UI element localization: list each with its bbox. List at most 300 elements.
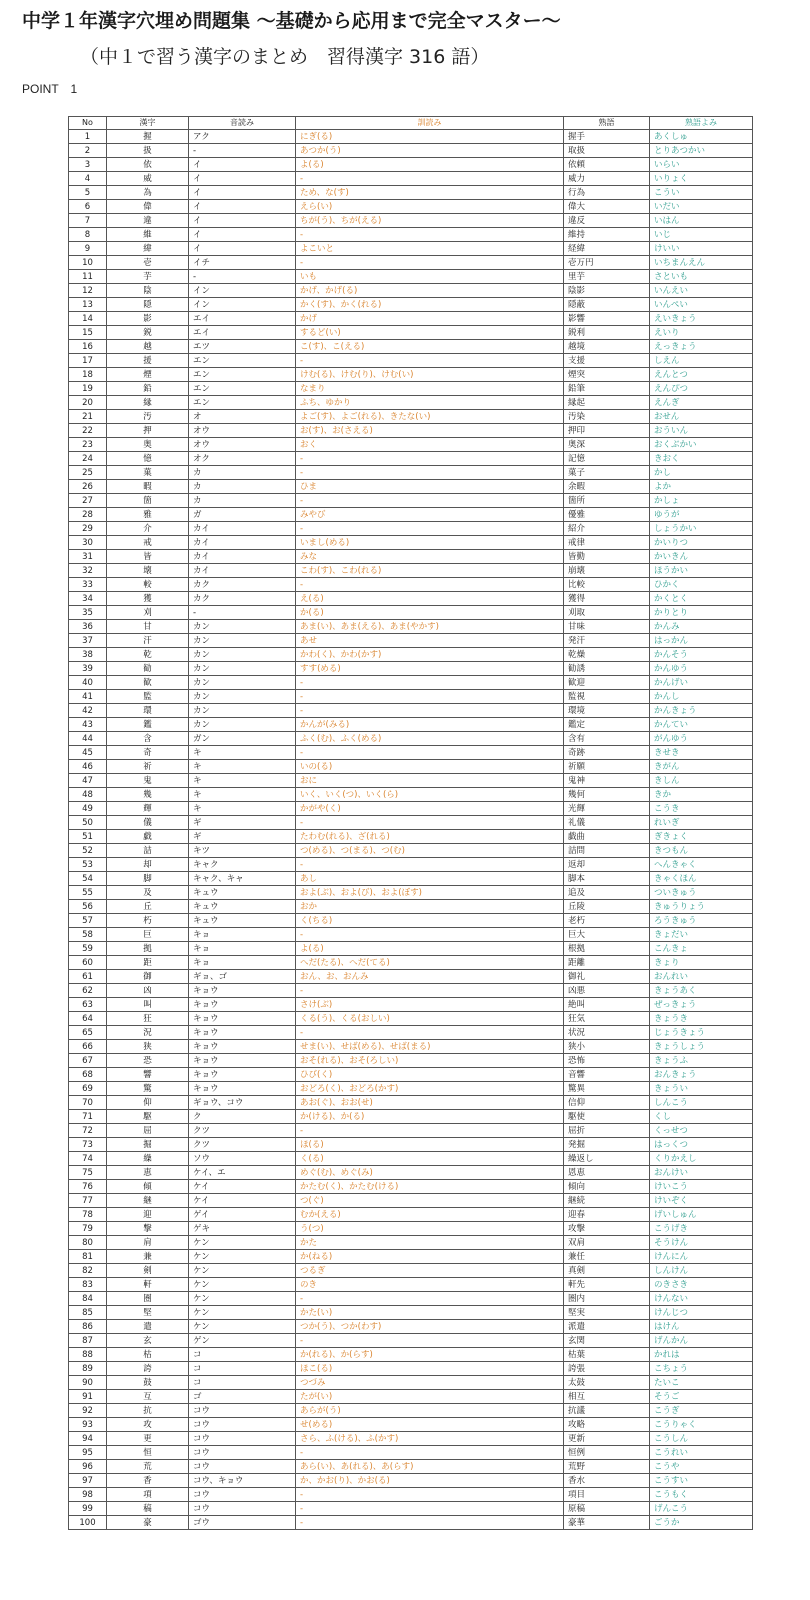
cell-jukugo-yomi: そうけん — [650, 1236, 753, 1250]
cell-onyomi: イン — [189, 298, 296, 312]
cell-jukugo-yomi: きょうふ — [650, 1054, 753, 1068]
cell-kanji: 互 — [107, 1390, 189, 1404]
cell-jukugo-yomi: いちまんえん — [650, 256, 753, 270]
cell-kunyomi: へだ(たる)、へだ(てる) — [296, 956, 564, 970]
cell-kunyomi: - — [296, 928, 564, 942]
cell-kanji: 輝 — [107, 802, 189, 816]
cell-kanji: 恒 — [107, 1446, 189, 1460]
point-label: POINT 1 — [22, 82, 78, 96]
cell-kunyomi: あらが(う) — [296, 1404, 564, 1418]
cell-kunyomi: かがや(く) — [296, 802, 564, 816]
cell-kunyomi: ひび(く) — [296, 1068, 564, 1082]
cell-kunyomi: めぐ(む)、めぐ(み) — [296, 1166, 564, 1180]
table-row — [69, 816, 753, 830]
cell-no: 25 — [69, 466, 107, 480]
cell-kanji: 詰 — [107, 844, 189, 858]
cell-kunyomi: - — [296, 522, 564, 536]
cell-kunyomi: さら、ふ(ける)、ふ(かす) — [296, 1432, 564, 1446]
cell-jukugo: 迎春 — [564, 1208, 650, 1222]
cell-no: 96 — [69, 1460, 107, 1474]
cell-jukugo: 汚染 — [564, 410, 650, 424]
cell-jukugo: 丘陵 — [564, 900, 650, 914]
cell-kanji: 威 — [107, 172, 189, 186]
cell-jukugo-yomi: こうしん — [650, 1432, 753, 1446]
cell-kanji: 驚 — [107, 1082, 189, 1096]
cell-jukugo-yomi: こうれい — [650, 1446, 753, 1460]
cell-kanji: 汚 — [107, 410, 189, 424]
cell-onyomi: キョウ — [189, 1068, 296, 1082]
cell-no: 76 — [69, 1180, 107, 1194]
cell-kunyomi: かた — [296, 1236, 564, 1250]
cell-jukugo: 隠蔽 — [564, 298, 650, 312]
table-row — [69, 214, 753, 228]
header-kanji: 漢字 — [107, 117, 189, 130]
cell-kanji: 儀 — [107, 816, 189, 830]
cell-jukugo-yomi: いだい — [650, 200, 753, 214]
cell-no: 18 — [69, 368, 107, 382]
cell-kanji: 雅 — [107, 508, 189, 522]
cell-kunyomi: たわむ(れる)、ざ(れる) — [296, 830, 564, 844]
cell-jukugo: 威力 — [564, 172, 650, 186]
header-jukugo-yomi: 熟語よみ — [650, 117, 753, 130]
table-row — [69, 1110, 753, 1124]
table-row — [69, 1152, 753, 1166]
table-row — [69, 1194, 753, 1208]
cell-onyomi: - — [189, 144, 296, 158]
cell-jukugo: 鬼神 — [564, 774, 650, 788]
cell-jukugo-yomi: こんきょ — [650, 942, 753, 956]
cell-jukugo-yomi: のきさき — [650, 1278, 753, 1292]
cell-jukugo: 優雅 — [564, 508, 650, 522]
cell-kunyomi: いも — [296, 270, 564, 284]
table-row — [69, 1278, 753, 1292]
cell-no: 83 — [69, 1278, 107, 1292]
cell-kanji: 芋 — [107, 270, 189, 284]
cell-jukugo: 状況 — [564, 1026, 650, 1040]
table-row — [69, 732, 753, 746]
cell-onyomi: キツ — [189, 844, 296, 858]
cell-kunyomi: つ(める)、つ(まる)、つ(む) — [296, 844, 564, 858]
cell-kunyomi: すす(める) — [296, 662, 564, 676]
cell-jukugo: 老朽 — [564, 914, 650, 928]
cell-kanji: 壊 — [107, 564, 189, 578]
cell-kanji: 稿 — [107, 1502, 189, 1516]
cell-no: 97 — [69, 1474, 107, 1488]
cell-kunyomi: - — [296, 816, 564, 830]
cell-kunyomi: - — [296, 858, 564, 872]
cell-jukugo: 経緯 — [564, 242, 650, 256]
cell-jukugo: 攻略 — [564, 1418, 650, 1432]
cell-onyomi: キョウ — [189, 1012, 296, 1026]
cell-jukugo: 枯葉 — [564, 1348, 650, 1362]
cell-onyomi: ケイ — [189, 1180, 296, 1194]
cell-no: 20 — [69, 396, 107, 410]
cell-kunyomi: - — [296, 984, 564, 998]
cell-jukugo: 刈取 — [564, 606, 650, 620]
cell-jukugo: 勧誘 — [564, 662, 650, 676]
cell-jukugo-yomi: きょり — [650, 956, 753, 970]
cell-jukugo-yomi: えっきょう — [650, 340, 753, 354]
cell-jukugo-yomi: かんきょう — [650, 704, 753, 718]
cell-no: 98 — [69, 1488, 107, 1502]
cell-kanji: 狭 — [107, 1040, 189, 1054]
cell-onyomi: ケイ、エ — [189, 1166, 296, 1180]
cell-jukugo-yomi: きょうしょう — [650, 1040, 753, 1054]
cell-kanji: 丘 — [107, 900, 189, 914]
cell-kanji: 枯 — [107, 1348, 189, 1362]
cell-jukugo: 堅実 — [564, 1306, 650, 1320]
cell-jukugo-yomi: へんきゃく — [650, 858, 753, 872]
cell-onyomi: ギ — [189, 816, 296, 830]
cell-onyomi: キュウ — [189, 886, 296, 900]
cell-kanji: 箇 — [107, 494, 189, 508]
cell-no: 60 — [69, 956, 107, 970]
cell-jukugo-yomi: けいこう — [650, 1180, 753, 1194]
cell-no: 3 — [69, 158, 107, 172]
cell-jukugo-yomi: かし — [650, 466, 753, 480]
cell-kunyomi: こわ(す)、こわ(れる) — [296, 564, 564, 578]
cell-no: 62 — [69, 984, 107, 998]
cell-kunyomi: おそ(れる)、おそ(ろしい) — [296, 1054, 564, 1068]
cell-jukugo: 影響 — [564, 312, 650, 326]
table-row — [69, 1040, 753, 1054]
cell-no: 46 — [69, 760, 107, 774]
cell-kanji: 刈 — [107, 606, 189, 620]
cell-onyomi: ガ — [189, 508, 296, 522]
table-row — [69, 900, 753, 914]
table-row — [69, 466, 753, 480]
cell-kanji: 歓 — [107, 676, 189, 690]
cell-onyomi: オ — [189, 410, 296, 424]
table-row — [69, 1306, 753, 1320]
cell-onyomi: カイ — [189, 536, 296, 550]
cell-kunyomi: かたむ(く)、かたむ(ける) — [296, 1180, 564, 1194]
cell-jukugo-yomi: そうご — [650, 1390, 753, 1404]
cell-no: 1 — [69, 130, 107, 144]
cell-onyomi: キョウ — [189, 1082, 296, 1096]
table-row — [69, 1432, 753, 1446]
cell-jukugo-yomi: こうすい — [650, 1474, 753, 1488]
cell-onyomi: イ — [189, 158, 296, 172]
cell-kanji: 維 — [107, 228, 189, 242]
table-row — [69, 312, 753, 326]
cell-jukugo-yomi: しんこう — [650, 1096, 753, 1110]
cell-kunyomi: - — [296, 1446, 564, 1460]
cell-no: 93 — [69, 1418, 107, 1432]
cell-onyomi: エツ — [189, 340, 296, 354]
table-row — [69, 438, 753, 452]
cell-no: 49 — [69, 802, 107, 816]
table-row — [69, 844, 753, 858]
cell-kanji: 戒 — [107, 536, 189, 550]
cell-onyomi: エイ — [189, 326, 296, 340]
cell-kanji: 屈 — [107, 1124, 189, 1138]
cell-jukugo-yomi: けんにん — [650, 1250, 753, 1264]
cell-jukugo-yomi: かしょ — [650, 494, 753, 508]
cell-kunyomi: か(ける)、か(る) — [296, 1110, 564, 1124]
cell-jukugo-yomi: こうき — [650, 802, 753, 816]
cell-no: 34 — [69, 592, 107, 606]
cell-kanji: 仰 — [107, 1096, 189, 1110]
cell-onyomi: コウ — [189, 1432, 296, 1446]
cell-onyomi: - — [189, 270, 296, 284]
cell-kunyomi: - — [296, 354, 564, 368]
cell-kunyomi: あせ — [296, 634, 564, 648]
cell-no: 51 — [69, 830, 107, 844]
cell-jukugo-yomi: ぎきょく — [650, 830, 753, 844]
cell-kanji: 含 — [107, 732, 189, 746]
table-row — [69, 1068, 753, 1082]
cell-kanji: 煙 — [107, 368, 189, 382]
cell-jukugo: 更新 — [564, 1432, 650, 1446]
cell-kanji: 誇 — [107, 1362, 189, 1376]
cell-onyomi: カン — [189, 634, 296, 648]
cell-jukugo-yomi: いんぺい — [650, 298, 753, 312]
cell-jukugo-yomi: かんそう — [650, 648, 753, 662]
cell-kanji: 項 — [107, 1488, 189, 1502]
cell-jukugo: 押印 — [564, 424, 650, 438]
cell-kanji: 凶 — [107, 984, 189, 998]
cell-jukugo: 驚異 — [564, 1082, 650, 1096]
cell-jukugo: 兼任 — [564, 1250, 650, 1264]
cell-kunyomi: むか(える) — [296, 1208, 564, 1222]
cell-jukugo: 違反 — [564, 214, 650, 228]
table-row — [69, 172, 753, 186]
cell-jukugo-yomi: けいぞく — [650, 1194, 753, 1208]
table-row — [69, 340, 753, 354]
cell-jukugo-yomi: きか — [650, 788, 753, 802]
cell-jukugo-yomi: げいしゅん — [650, 1208, 753, 1222]
cell-jukugo-yomi: えんぴつ — [650, 382, 753, 396]
cell-kanji: 更 — [107, 1432, 189, 1446]
cell-no: 38 — [69, 648, 107, 662]
cell-kunyomi: - — [296, 1516, 564, 1530]
cell-jukugo-yomi: くし — [650, 1110, 753, 1124]
cell-onyomi: コウ — [189, 1502, 296, 1516]
cell-kunyomi: - — [296, 172, 564, 186]
cell-no: 73 — [69, 1138, 107, 1152]
cell-jukugo-yomi: しょうかい — [650, 522, 753, 536]
table-row — [69, 1138, 753, 1152]
cell-jukugo-yomi: けいい — [650, 242, 753, 256]
table-row — [69, 760, 753, 774]
cell-kunyomi: ひま — [296, 480, 564, 494]
cell-jukugo-yomi: はっかん — [650, 634, 753, 648]
cell-kunyomi: - — [296, 256, 564, 270]
table-row — [69, 1124, 753, 1138]
cell-kunyomi: - — [296, 494, 564, 508]
cell-kunyomi: く(る) — [296, 1152, 564, 1166]
table-row — [69, 1264, 753, 1278]
cell-kunyomi: ほこ(る) — [296, 1362, 564, 1376]
cell-jukugo: 抗議 — [564, 1404, 650, 1418]
cell-onyomi: ゲイ — [189, 1208, 296, 1222]
cell-jukugo-yomi: こちょう — [650, 1362, 753, 1376]
cell-onyomi: ケン — [189, 1236, 296, 1250]
cell-no: 88 — [69, 1348, 107, 1362]
cell-kanji: 巨 — [107, 928, 189, 942]
cell-kanji: 環 — [107, 704, 189, 718]
cell-no: 47 — [69, 774, 107, 788]
cell-kunyomi: みな — [296, 550, 564, 564]
cell-onyomi: コウ — [189, 1460, 296, 1474]
table-row — [69, 1376, 753, 1390]
cell-onyomi: カン — [189, 690, 296, 704]
cell-onyomi: キョウ — [189, 998, 296, 1012]
cell-jukugo: 狭小 — [564, 1040, 650, 1054]
cell-kanji: 御 — [107, 970, 189, 984]
cell-jukugo: 環境 — [564, 704, 650, 718]
table-row — [69, 676, 753, 690]
cell-no: 66 — [69, 1040, 107, 1054]
cell-no: 44 — [69, 732, 107, 746]
table-row — [69, 1054, 753, 1068]
cell-onyomi: ガン — [189, 732, 296, 746]
cell-no: 77 — [69, 1194, 107, 1208]
cell-jukugo-yomi: いりょく — [650, 172, 753, 186]
table-row — [69, 1334, 753, 1348]
cell-kunyomi: つ(ぐ) — [296, 1194, 564, 1208]
cell-no: 82 — [69, 1264, 107, 1278]
cell-kunyomi: せま(い)、せば(める)、せば(まる) — [296, 1040, 564, 1054]
cell-no: 65 — [69, 1026, 107, 1040]
cell-jukugo: 双肩 — [564, 1236, 650, 1250]
cell-jukugo-yomi: くりかえし — [650, 1152, 753, 1166]
table-row — [69, 704, 753, 718]
cell-kanji: 圏 — [107, 1292, 189, 1306]
table-row — [69, 830, 753, 844]
cell-jukugo-yomi: きょうい — [650, 1082, 753, 1096]
cell-onyomi: イチ — [189, 256, 296, 270]
cell-no: 72 — [69, 1124, 107, 1138]
cell-jukugo: 発汗 — [564, 634, 650, 648]
cell-jukugo: 甘味 — [564, 620, 650, 634]
cell-kunyomi: くる(う)、くる(おしい) — [296, 1012, 564, 1026]
cell-jukugo: 詰問 — [564, 844, 650, 858]
cell-jukugo: 縁起 — [564, 396, 650, 410]
cell-no: 16 — [69, 340, 107, 354]
cell-jukugo-yomi: ろうきゅう — [650, 914, 753, 928]
table-row — [69, 592, 753, 606]
cell-jukugo: 戒律 — [564, 536, 650, 550]
table-row — [69, 956, 753, 970]
cell-no: 71 — [69, 1110, 107, 1124]
table-row — [69, 382, 753, 396]
cell-jukugo: 脚本 — [564, 872, 650, 886]
cell-jukugo: 相互 — [564, 1390, 650, 1404]
cell-jukugo: 鋭利 — [564, 326, 650, 340]
cell-jukugo: 鑑定 — [564, 718, 650, 732]
cell-onyomi: エン — [189, 382, 296, 396]
cell-kunyomi: か、かお(り)、かお(る) — [296, 1474, 564, 1488]
cell-jukugo-yomi: おういん — [650, 424, 753, 438]
cell-no: 8 — [69, 228, 107, 242]
cell-onyomi: キャク、キャ — [189, 872, 296, 886]
cell-kanji: 乾 — [107, 648, 189, 662]
cell-jukugo: 玄関 — [564, 1334, 650, 1348]
cell-jukugo-yomi: いはん — [650, 214, 753, 228]
cell-jukugo-yomi: よか — [650, 480, 753, 494]
cell-no: 87 — [69, 1334, 107, 1348]
cell-kanji: 鬼 — [107, 774, 189, 788]
cell-no: 94 — [69, 1432, 107, 1446]
cell-kunyomi: - — [296, 690, 564, 704]
table-row — [69, 1474, 753, 1488]
cell-kunyomi: かんが(みる) — [296, 718, 564, 732]
cell-no: 48 — [69, 788, 107, 802]
cell-no: 7 — [69, 214, 107, 228]
cell-jukugo: 奥深 — [564, 438, 650, 452]
cell-no: 58 — [69, 928, 107, 942]
table-row — [69, 410, 753, 424]
cell-kunyomi: つるぎ — [296, 1264, 564, 1278]
cell-jukugo-yomi: ぜっきょう — [650, 998, 753, 1012]
cell-kanji: 恵 — [107, 1166, 189, 1180]
cell-jukugo: 誇張 — [564, 1362, 650, 1376]
cell-onyomi: ケイ — [189, 1194, 296, 1208]
cell-jukugo: 恐怖 — [564, 1054, 650, 1068]
cell-jukugo-yomi: じょうきょう — [650, 1026, 753, 1040]
cell-jukugo-yomi: ほうかい — [650, 564, 753, 578]
header-jukugo: 熟語 — [564, 117, 650, 130]
cell-onyomi: カイ — [189, 522, 296, 536]
cell-jukugo: 傾向 — [564, 1180, 650, 1194]
cell-jukugo-yomi: こうい — [650, 186, 753, 200]
cell-kanji: 継 — [107, 1194, 189, 1208]
cell-onyomi: コ — [189, 1376, 296, 1390]
cell-jukugo: 距離 — [564, 956, 650, 970]
cell-jukugo: 攻撃 — [564, 1222, 650, 1236]
cell-kanji: 介 — [107, 522, 189, 536]
cell-onyomi: キョウ — [189, 1054, 296, 1068]
cell-kunyomi: つか(う)、つか(わす) — [296, 1320, 564, 1334]
cell-kunyomi: あつか(う) — [296, 144, 564, 158]
cell-kanji: 較 — [107, 578, 189, 592]
cell-no: 41 — [69, 690, 107, 704]
cell-kanji: 鋭 — [107, 326, 189, 340]
cell-kunyomi: かげ、かげ(る) — [296, 284, 564, 298]
cell-jukugo: 支援 — [564, 354, 650, 368]
cell-jukugo-yomi: くっせつ — [650, 1124, 753, 1138]
cell-no: 5 — [69, 186, 107, 200]
cell-kanji: 依 — [107, 158, 189, 172]
cell-jukugo-yomi: けんない — [650, 1292, 753, 1306]
table-row — [69, 998, 753, 1012]
cell-kanji: 豪 — [107, 1516, 189, 1530]
cell-jukugo-yomi: かんゆう — [650, 662, 753, 676]
table-row — [69, 522, 753, 536]
cell-no: 86 — [69, 1320, 107, 1334]
cell-jukugo-yomi: こうぎ — [650, 1404, 753, 1418]
cell-no: 50 — [69, 816, 107, 830]
kanji-table — [68, 116, 753, 1530]
cell-kunyomi: く(ちる) — [296, 914, 564, 928]
cell-onyomi: カク — [189, 592, 296, 606]
cell-jukugo: 項目 — [564, 1488, 650, 1502]
table-row — [69, 536, 753, 550]
cell-no: 57 — [69, 914, 107, 928]
cell-onyomi: カ — [189, 494, 296, 508]
cell-jukugo: 比較 — [564, 578, 650, 592]
cell-jukugo: 圏内 — [564, 1292, 650, 1306]
cell-kunyomi: - — [296, 1488, 564, 1502]
cell-onyomi: ケン — [189, 1306, 296, 1320]
cell-onyomi: カ — [189, 480, 296, 494]
cell-no: 31 — [69, 550, 107, 564]
cell-jukugo-yomi: げんかん — [650, 1334, 753, 1348]
cell-kanji: 皆 — [107, 550, 189, 564]
cell-jukugo-yomi: さといも — [650, 270, 753, 284]
